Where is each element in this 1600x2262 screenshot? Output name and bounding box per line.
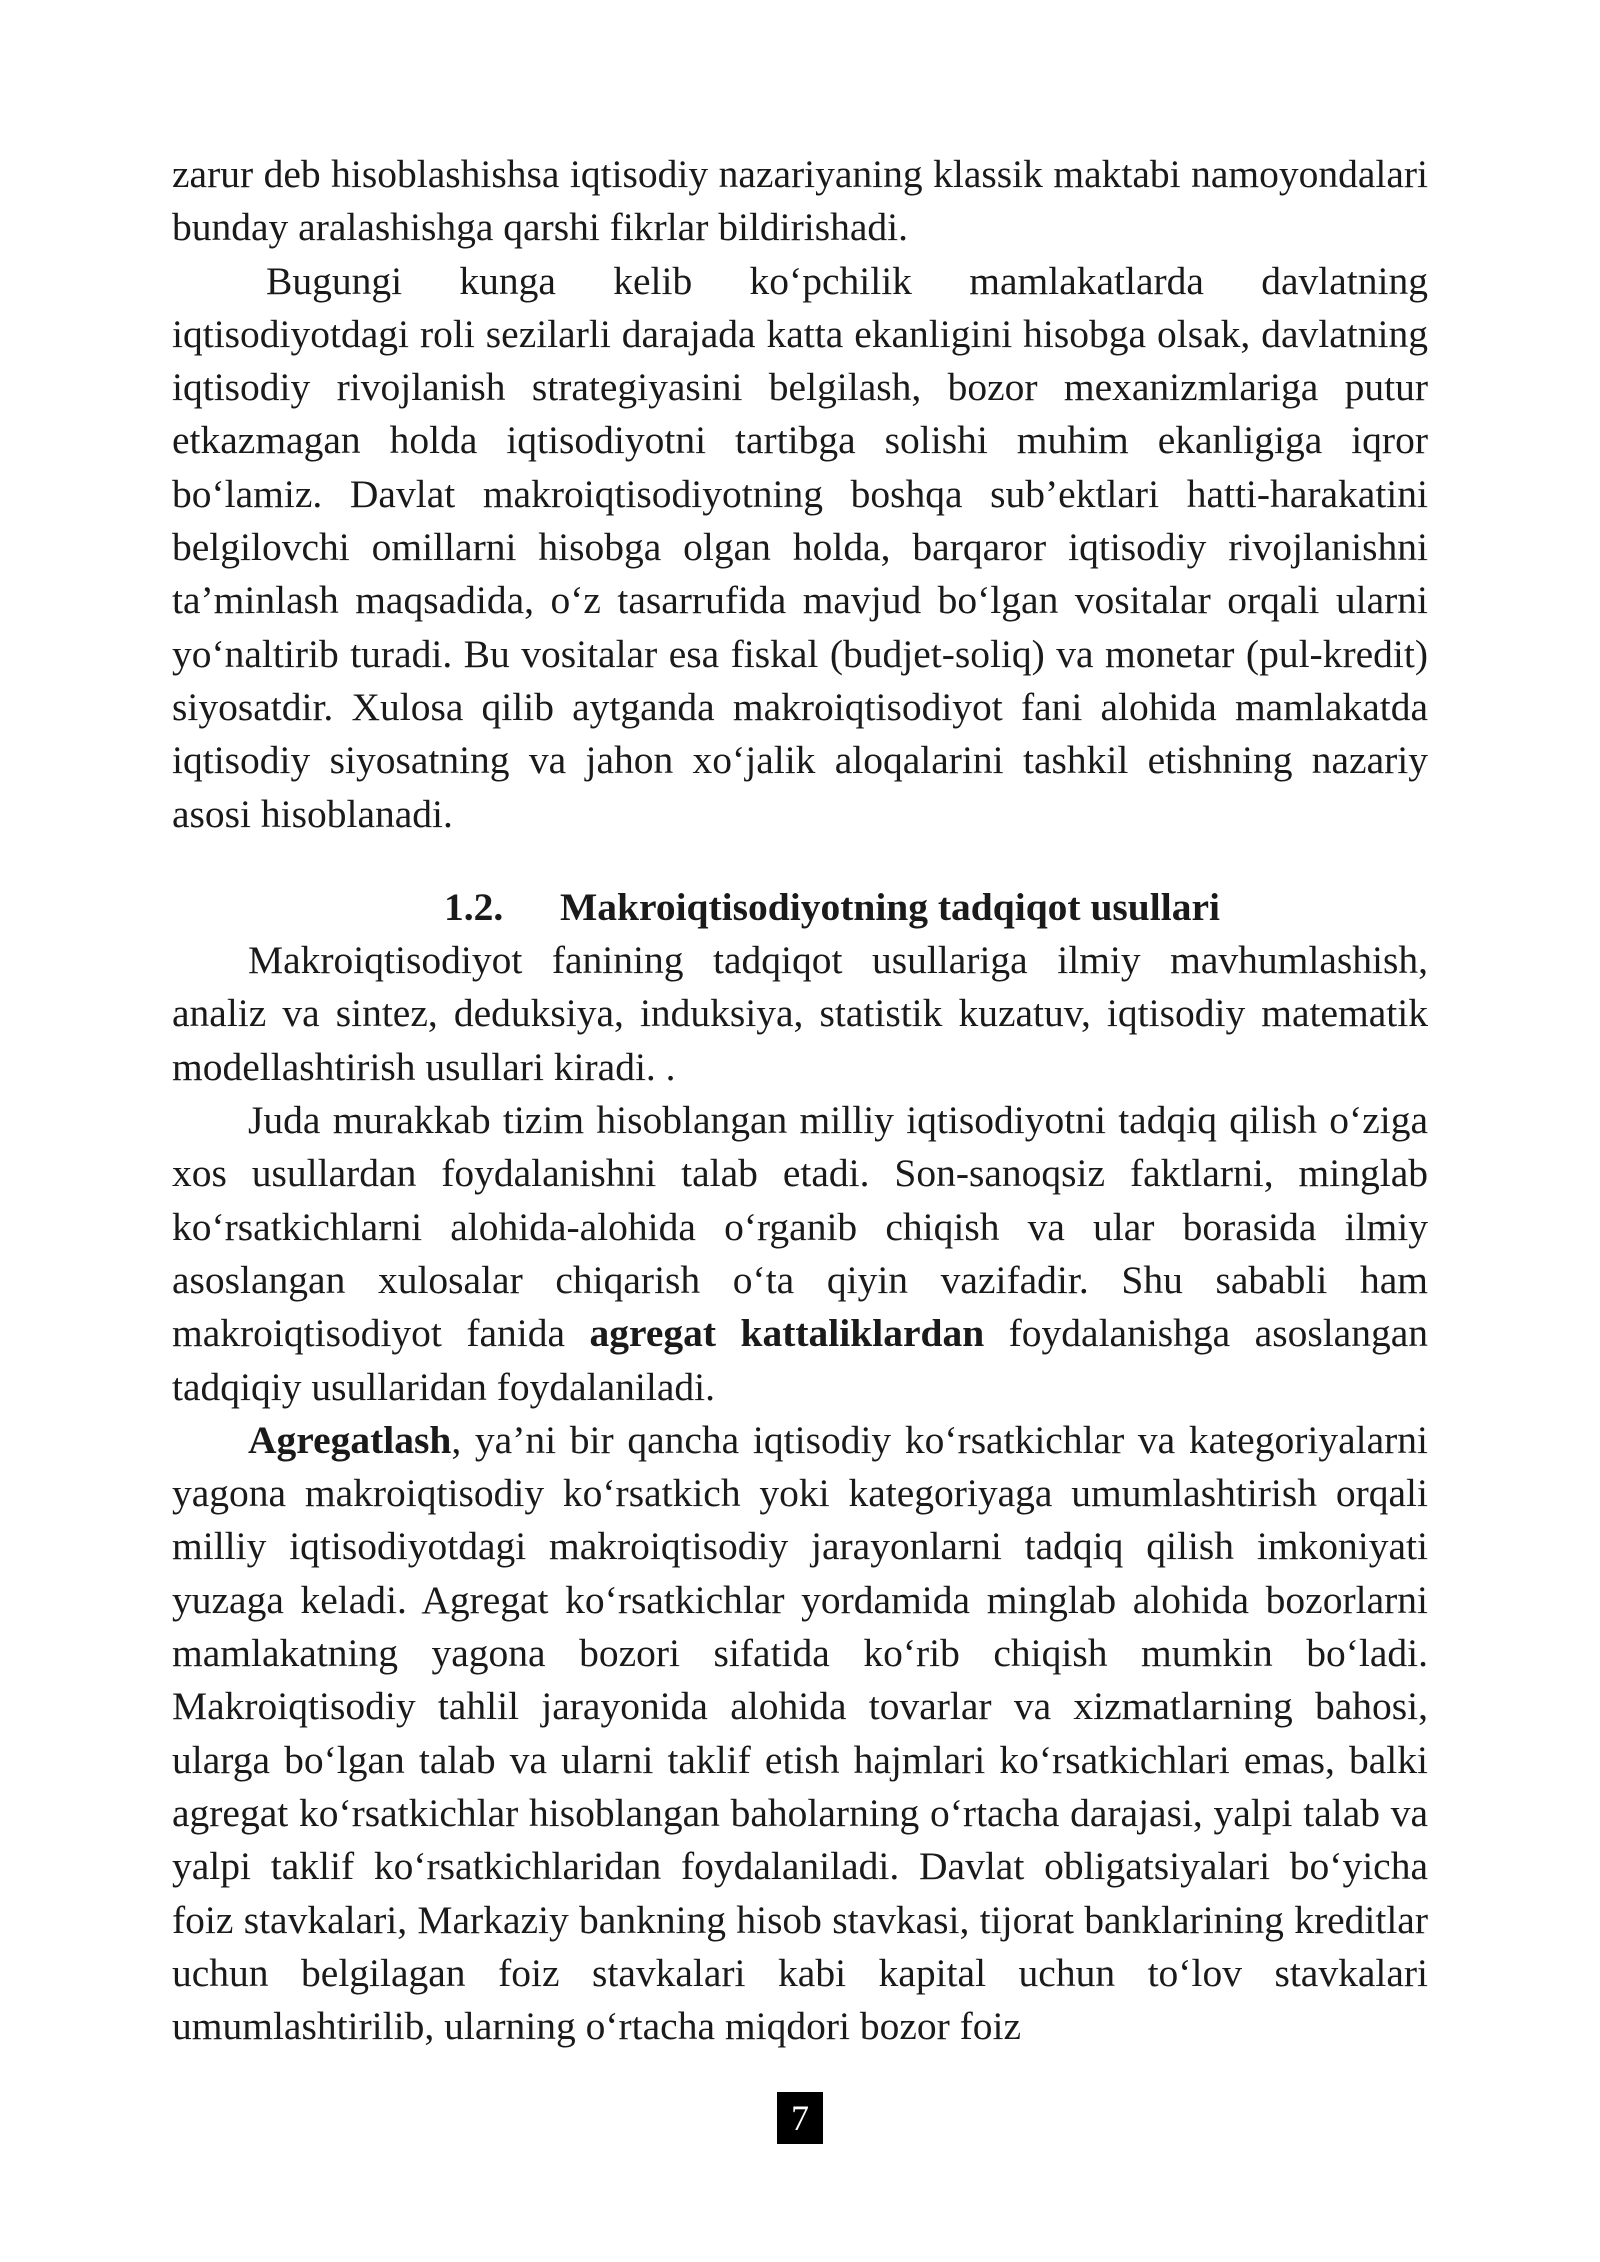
page-number: 7: [777, 2092, 823, 2144]
paragraph-national-economy: [172, 1094, 1428, 1414]
page-body: [172, 148, 1428, 2053]
bold-term-aggregation: Agregatlash: [248, 1417, 452, 1462]
paragraph-aggregation: [172, 1414, 1428, 2054]
paragraph-text: Juda murakkab tizim hisoblangan milliy iqtisodiyotni tadqiq qilish o‘ziga xos usullardan foydalanishni talab etadi. Son-sanoqsiz faktlarni, minglab ko‘rsatkichlarni alohida-alohida o‘rganib chiqish va ular borasida ilmiy asoslangan xulosalar chiqarish o‘ta qiyin vazifadir. Shu sababli ham makroiqtisodiyot fanida: [172, 1098, 1428, 1356]
section-number: 1.2.: [444, 884, 504, 929]
section-heading: [172, 881, 1428, 934]
paragraph-continuation: zarur deb hisoblashishsa iqtisodiy nazariyaning klassik maktabi namoyondalari bunday aralashishga qarshi fikrlar bildirishadi.: [172, 152, 1428, 250]
paragraph-text: , ya’ni bir qancha iqtisodiy ko‘rsatkichlar va kategoriyalarni yagona makroiqtisodiy ko‘rsatkich yoki kategoriyaga umumlashtirish orqali milliy iqtisodiyotdagi makroiqtisodiy jarayonlarni tadqiq qilish imkoniyati yuzaga keladi. Agregat ko‘rsatkichlar yordamida minglab alohida bozorlarni mamlakatning yagona bozori sifatida ko‘rib chiqish mumkin bo‘ladi. Makroiqtisodiy tahlil jarayonida alohida tovarlar va xizmatlarning bahosi, ularga bo‘lgan talab va ularni taklif etish hajmlari ko‘rsatkichlari emas, balki agregat ko‘rsatkichlar hisoblangan baholarning o‘rtacha darajasi, yalpi talab va yalpi taklif ko‘rsatkichlaridan foydalaniladi. Davlat obligatsiyalari bo‘yicha foiz stavkalari, Markaziy bankning hisob stavkasi, tijorat banklarining kreditlar uchun belgilagan foiz stavkalari kabi kapital uchun to‘lov stavkalari umumlashtirilib, ularning o‘rtacha miqdori bozor foiz: [172, 1417, 1428, 2049]
paragraph-state-role: Bugungi kunga kelib ko‘pchilik mamlakatlarda davlatning iqtisodiyotdagi roli sezilarli darajada katta ekanligini hisobga olsak, davlatning iqtisodiy rivojlanish strategiyasini belgilash, bozor mexanizmlariga putur etkazmagan holda iqtisodiyotni tartibga solishi muhim ekanligiga iqror bo‘lamiz. Davlat makroiqtisodiyotning boshqa sub’ektlari hatti-harakatini belgilovchi omillarni hisobga olgan holda, barqaror iqtisodiy rivojlanishni ta’minlash maqsadida, o‘z tasarrufida mavjud bo‘lgan vositalar orqali ularni yo‘naltirib turadi. Bu vositalar esa fiskal (budjet-soliq) va monetar (pul-kredit) siyosatdir. Xulosa qilib aytganda makroiqtisodiyot fani alohida mamlakatda iqtisodiy siyosatning va jahon xo‘jalik aloqalarini tashkil etishning nazariy asosi hisoblanadi.: [172, 258, 1428, 836]
bold-term-aggregate-quantities: agregat kattaliklardan: [589, 1311, 985, 1356]
paragraph-text: foydalanishga asoslangan tadqiqiy usullaridan foydalaniladi.: [172, 1311, 1428, 1409]
section-title: Makroiqtisodiyotning tadqiqot usullari: [560, 884, 1220, 929]
paragraph-research-methods: Makroiqtisodiyot fanining tadqiqot usullariga ilmiy mavhumlashish, analiz va sintez, deduksiya, induksiya, statistik kuzatuv, iqtisodiy matematik modellashtirish usullari kiradi. .: [172, 938, 1428, 1089]
